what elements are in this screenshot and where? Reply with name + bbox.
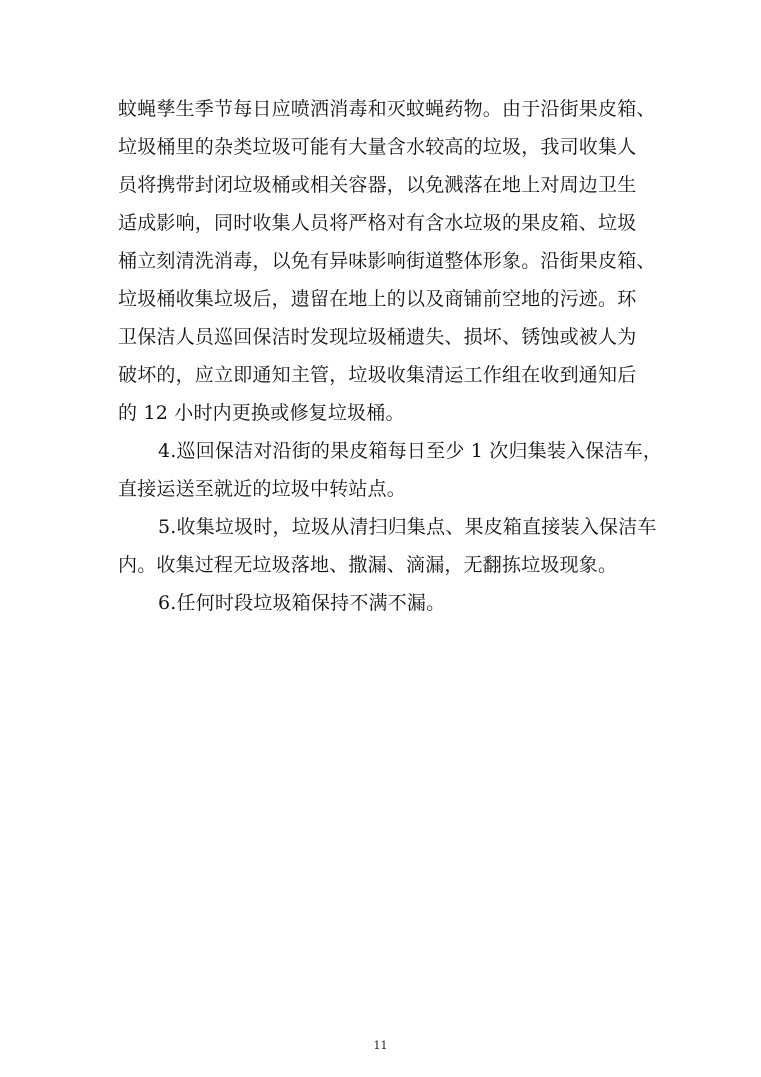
- paragraph-2-line-2: 直接运送至就近的垃圾中转站点。: [118, 478, 407, 500]
- paragraph-1-line-1: 蚊蝇孳生季节每日应喷洒消毒和灭蚊蝇药物。由于沿街果皮箱、: [118, 98, 656, 120]
- paragraph-4-line-1: 6.任何时段垃圾箱保持不满不漏。: [158, 592, 446, 614]
- paragraph-1-line-3: 员将携带封闭垃圾桶或相关容器，以免溅落在地上对周边卫生: [118, 174, 637, 196]
- paragraph-1-line-4: 适成影响，同时收集人员将严格对有含水垃圾的果皮箱、垃圾: [118, 212, 637, 234]
- paragraph-1-line-8: 破坏的，应立即通知主管，垃圾收集清运工作组在收到通知后: [118, 364, 637, 386]
- paragraph-1-line-5: 桶立刻清洗消毒，以免有异味影响街道整体形象。沿街果皮箱、: [118, 250, 656, 272]
- body-text: [118, 90, 663, 622]
- paragraph-1-line-2: 垃圾桶里的杂类垃圾可能有大量含水较高的垃圾，我司收集人: [118, 136, 637, 158]
- paragraph-3-line-2: 内。收集过程无垃圾落地、撒漏、滴漏，无翻拣垃圾现象。: [118, 554, 618, 576]
- paragraph-1-line-6: 垃圾桶收集垃圾后，遗留在地上的以及商铺前空地的污迹。环: [118, 288, 637, 310]
- paragraph-3-line-1: 5.收集垃圾时，垃圾从清扫归集点、果皮箱直接装入保洁车: [158, 516, 657, 538]
- paragraph-2-line-1: 4.巡回保洁对沿街的果皮箱每日至少 1 次归集装入保洁车，: [158, 440, 663, 462]
- page-number: 11: [373, 1039, 388, 1052]
- paragraph-1-line-9: 的 12 小时内更换或修复垃圾桶。: [118, 402, 405, 424]
- paragraph-1-line-7: 卫保洁人员巡回保洁时发现垃圾桶遗失、损坏、锈蚀或被人为: [118, 326, 637, 348]
